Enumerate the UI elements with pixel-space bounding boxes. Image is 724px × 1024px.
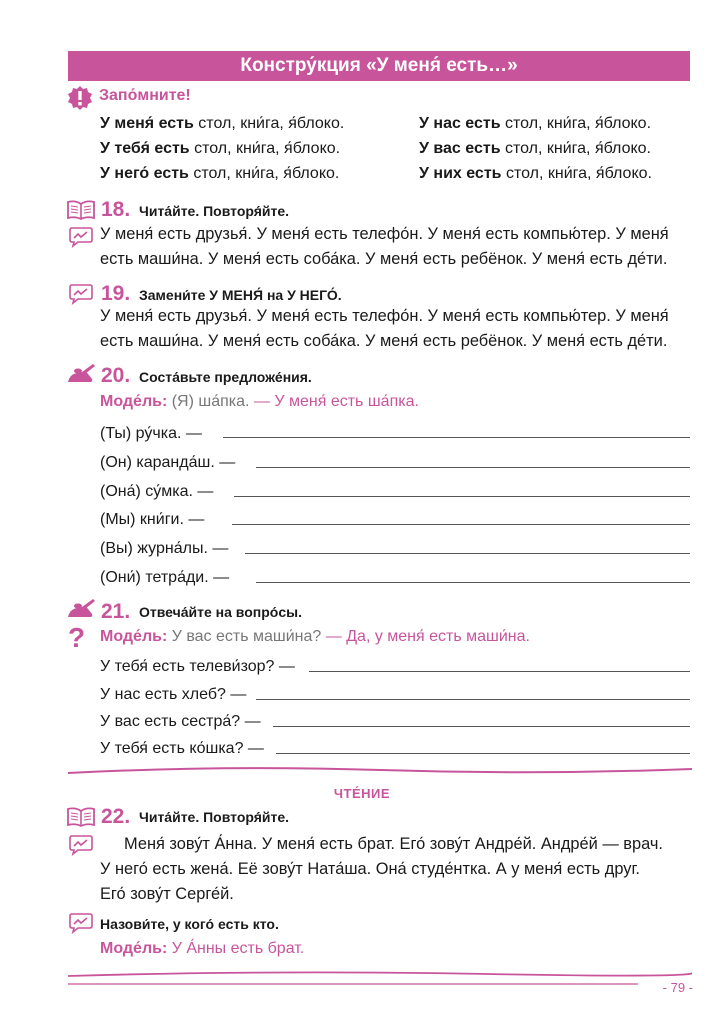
exercise-item: (Мы) кни́ги. — (100, 511, 205, 528)
answer-line[interactable] (256, 699, 690, 700)
exercise-number: 22. (101, 805, 131, 828)
exercise-title: Отвеча́йте на вопро́сы. (139, 604, 302, 620)
exercise-item: (Ты) ру́чка. — (100, 425, 202, 442)
model-line: Моде́ль: У А́нны есть брат. (100, 940, 305, 957)
section-heading: ЧТЕ́НИЕ (333, 786, 391, 801)
exercise-item: (Он) каранда́ш. — (100, 454, 236, 471)
exercise-number: 20. (101, 364, 131, 387)
answer-line[interactable] (256, 582, 690, 583)
exercise-title: Чита́йте. Повторя́йте. (139, 809, 290, 825)
remember-right-2: У вас есть стол, кни́га, я́блоко. (419, 140, 651, 157)
exclamation-icon (67, 85, 93, 116)
model-line: Моде́ль: У вас есть маши́на? — Да, у меня́ есть маши́на. (100, 628, 530, 645)
exercise-number: 19. (101, 282, 131, 305)
remember-left-3: У него́ есть стол, кни́га, я́блоко. (100, 165, 340, 182)
writing-hand-icon (66, 362, 96, 391)
exercise-item: (Вы) журна́лы. — (100, 540, 229, 557)
exercise-number: 21. (101, 600, 131, 623)
speech-bubble-icon (68, 283, 94, 310)
answer-line[interactable] (256, 467, 690, 468)
page-title: Констру́кция «У меня́ есть…» (68, 51, 690, 81)
remember-right-3: У них есть стол, кни́га, я́блоко. (419, 165, 652, 182)
book-icon (67, 200, 95, 225)
answer-line[interactable] (309, 671, 690, 672)
remember-label: Запо́мните! (99, 87, 191, 104)
exercise-item: У тебя́ есть телеви́зор? — (100, 658, 295, 675)
exercise-item: У тебя́ есть ко́шка? — (100, 740, 264, 757)
answer-line[interactable] (276, 753, 690, 754)
answer-line[interactable] (232, 524, 690, 525)
exercise-number: 18. (101, 198, 131, 221)
wave-divider (68, 966, 692, 993)
exercise-title: Назови́те, у кого́ есть кто. (100, 916, 279, 932)
exercise-title: Замени́те У МЕНЯ́ на У НЕГО́. (139, 287, 342, 303)
speech-bubble-icon (68, 226, 94, 253)
answer-line[interactable] (273, 726, 690, 727)
exercise-item: У нас есть хлеб? — (100, 686, 247, 703)
exercise-title: Соста́вьте предложе́ния. (139, 369, 312, 385)
exercise-item: (Она́) су́мка. — (100, 483, 214, 500)
remember-right-1: У нас есть стол, кни́га, я́блоко. (419, 115, 652, 132)
exercise-text: У меня́ есть друзья́. У меня́ есть телефо́н. У меня́ есть компью́тер. У меня́ есть маши́на. У меня́ есть соба́ка. У меня́ есть ребёнок. У меня́ есть де́ти. (100, 225, 669, 268)
question-mark-icon: ? (68, 622, 86, 653)
book-icon (67, 807, 95, 832)
answer-line[interactable] (223, 437, 690, 438)
answer-line[interactable] (245, 553, 690, 554)
speech-bubble-icon (68, 834, 94, 861)
model-line: Моде́ль: (Я) ша́пка. — У меня́ есть ша́пка. (100, 393, 419, 410)
speech-bubble-icon (68, 912, 94, 939)
exercise-title: Чита́йте. Повторя́йте. (139, 203, 290, 219)
exercise-text: Меня́ зову́т А́нна. У меня́ есть брат. Его́ зову́т Андре́й. Андре́й — врач. У него́ есть жена́. Её зову́т Ната́ша. Она́ студе́нтка. А у меня́ есть друг. Его́ зову́т Серге́й. (100, 835, 663, 903)
page-number: - 79 - (662, 980, 693, 995)
remember-left-2: У тебя́ есть стол, кни́га, я́блоко. (100, 140, 341, 157)
exercise-item: (Они́) тетра́ди. — (100, 569, 230, 586)
answer-line[interactable] (234, 496, 690, 497)
exercise-text: У меня́ есть друзья́. У меня́ есть телефо́н. У меня́ есть компью́тер. У меня́ есть маши́на. У меня́ есть соба́ка. У меня́ есть ребёнок. У меня́ есть де́ти. (100, 307, 669, 350)
exercise-item: У вас есть сестра́? — (100, 713, 261, 730)
wave-divider (68, 763, 692, 782)
remember-left-1: У меня́ есть стол, кни́га, я́блоко. (100, 115, 345, 132)
